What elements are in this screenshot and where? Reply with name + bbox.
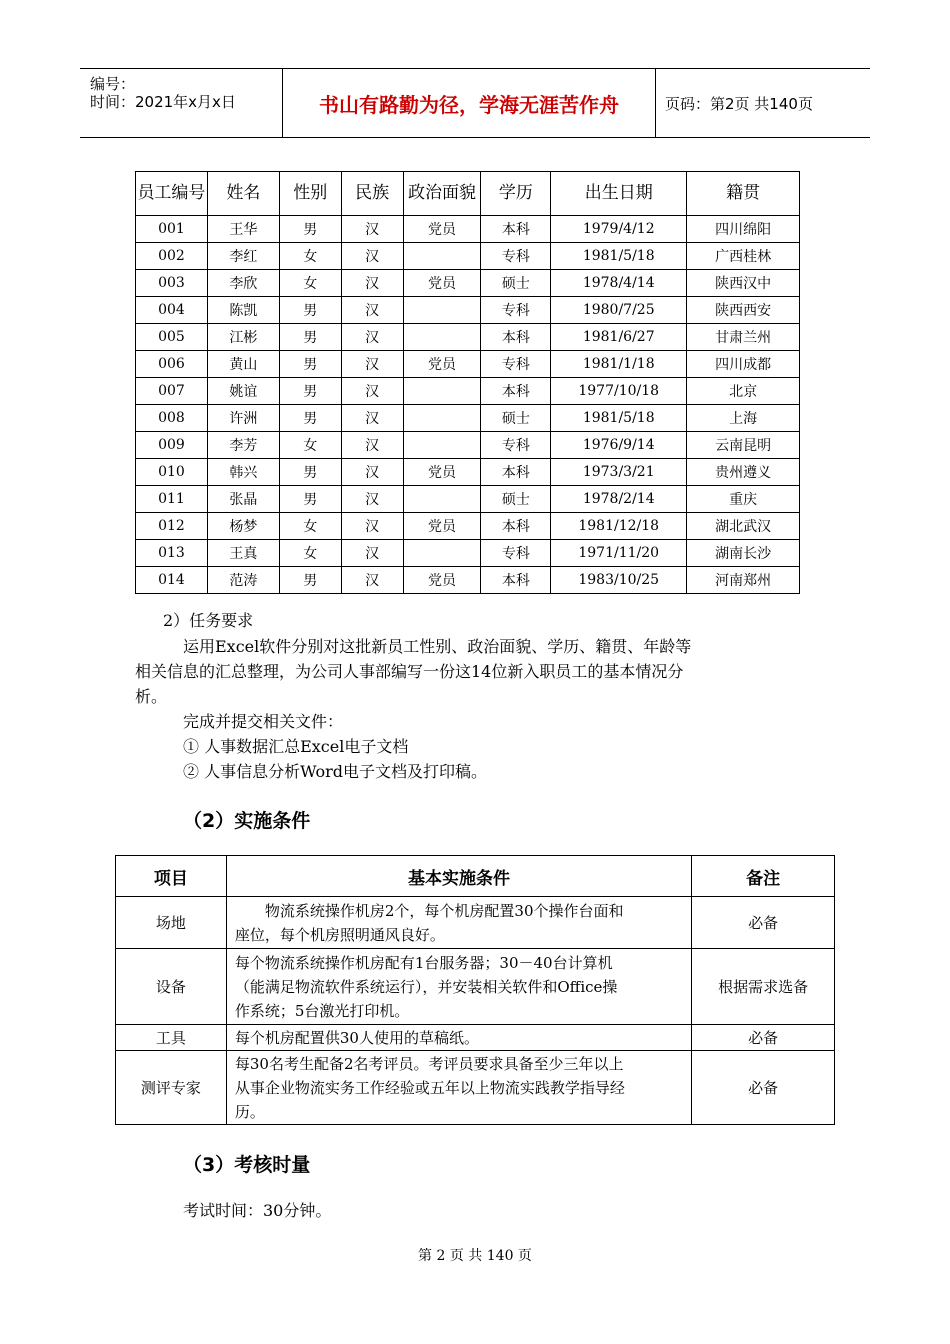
cell-education: 本科	[481, 378, 551, 405]
cell-hometown: 北京	[687, 378, 800, 405]
task-para-line1: 运用Excel软件分别对这批新员工性别、政治面貌、学历、籍贯、年龄等	[183, 637, 692, 656]
condition-item: 场地	[116, 897, 227, 949]
cell-education: 硕士	[481, 270, 551, 297]
condition-text: 每30名考生配备2名考评员。考评员要求具备至少三年以上 从事企业物流实务工作经验或五年以上物流实践教学指导经 历。	[226, 1051, 691, 1125]
cell-education: 硕士	[481, 405, 551, 432]
cell-hometown: 广西桂林	[687, 243, 800, 270]
cell-name: 杨梦	[207, 513, 279, 540]
cell-id: 006	[136, 351, 208, 378]
date-label: 时间：2021年x月x日	[90, 93, 236, 111]
cell-gender: 男	[279, 459, 341, 486]
col-header-name: 姓名	[207, 172, 279, 216]
cell-id: 012	[136, 513, 208, 540]
cell-political: 党员	[403, 270, 481, 297]
cell-name: 李芳	[207, 432, 279, 459]
cell-political	[403, 540, 481, 567]
cell-birthdate: 1981/5/18	[551, 243, 687, 270]
cell-hometown: 四川绵阳	[687, 216, 800, 243]
table-row	[116, 897, 835, 949]
task-submit-text: 完成并提交相关文件：	[183, 712, 344, 731]
cell-ethnicity: 汉	[341, 567, 403, 594]
conditions-table	[115, 855, 835, 1125]
cell-ethnicity: 汉	[341, 540, 403, 567]
cell-hometown: 四川成都	[687, 351, 800, 378]
cell-name: 黄山	[207, 351, 279, 378]
cell-ethnicity: 汉	[341, 486, 403, 513]
col-header-id: 员工编号	[136, 172, 208, 216]
cell-hometown: 陕西汉中	[687, 270, 800, 297]
cell-name: 范涛	[207, 567, 279, 594]
cell-name: 王华	[207, 216, 279, 243]
cell-political: 党员	[403, 459, 481, 486]
page-footer: 第 2 页 共 140 页	[418, 1248, 532, 1264]
cell-education: 本科	[481, 216, 551, 243]
cell-id: 004	[136, 297, 208, 324]
cell-political: 党员	[403, 216, 481, 243]
cell-birthdate: 1981/1/18	[551, 351, 687, 378]
cell-political: 党员	[403, 351, 481, 378]
cell-political	[403, 486, 481, 513]
cell-name: 李红	[207, 243, 279, 270]
cell-id: 002	[136, 243, 208, 270]
cell-ethnicity: 汉	[341, 216, 403, 243]
cell-hometown: 重庆	[687, 486, 800, 513]
table-row	[136, 378, 800, 405]
table-row	[136, 216, 800, 243]
col-header-note: 备注	[692, 856, 835, 897]
section-3-title: （3）考核时量	[183, 1154, 311, 1176]
cell-id: 011	[136, 486, 208, 513]
table-row	[136, 270, 800, 297]
cell-gender: 男	[279, 486, 341, 513]
cell-political	[403, 243, 481, 270]
cell-political	[403, 405, 481, 432]
task-item-2: ② 人事信息分析Word电子文档及打印稿。	[183, 762, 487, 781]
condition-note: 根据需求选备	[692, 949, 835, 1025]
cell-hometown: 湖北武汉	[687, 513, 800, 540]
cell-birthdate: 1973/3/21	[551, 459, 687, 486]
cell-ethnicity: 汉	[341, 513, 403, 540]
task-heading: 2）任务要求	[163, 611, 254, 630]
cell-education: 专科	[481, 540, 551, 567]
header-motto: 书山有路勤为径，学海无涯苦作舟	[282, 69, 656, 137]
cell-birthdate: 1980/7/25	[551, 297, 687, 324]
col-header-conditions: 基本实施条件	[226, 856, 691, 897]
cell-name: 姚谊	[207, 378, 279, 405]
cell-gender: 男	[279, 405, 341, 432]
cell-education: 硕士	[481, 486, 551, 513]
cell-id: 003	[136, 270, 208, 297]
header-meta	[80, 69, 282, 137]
cell-education: 专科	[481, 243, 551, 270]
cell-id: 014	[136, 567, 208, 594]
col-header-gender: 性别	[279, 172, 341, 216]
section-2-title: （2）实施条件	[183, 810, 311, 832]
condition-text: 物流系统操作机房2个，每个机房配置30个操作台面和 座位，每个机房照明通风良好。	[226, 897, 691, 949]
cell-political	[403, 297, 481, 324]
table-row	[136, 351, 800, 378]
cell-birthdate: 1979/4/12	[551, 216, 687, 243]
cell-hometown: 上海	[687, 405, 800, 432]
condition-note: 必备	[692, 1025, 835, 1051]
cell-political	[403, 432, 481, 459]
cell-birthdate: 1976/9/14	[551, 432, 687, 459]
cell-education: 本科	[481, 567, 551, 594]
table-row	[136, 324, 800, 351]
task-item-1: ① 人事数据汇总Excel电子文档	[183, 737, 409, 756]
task-para-line2: 相关信息的汇总整理，为公司人事部编写一份这14位新入职员工的基本情况分	[135, 662, 684, 681]
cell-id: 009	[136, 432, 208, 459]
cell-name: 陈凯	[207, 297, 279, 324]
task-para-line3: 析。	[135, 687, 168, 706]
number-label: 编号：	[90, 75, 136, 93]
cell-name: 李欣	[207, 270, 279, 297]
cell-gender: 男	[279, 567, 341, 594]
table-row	[136, 297, 800, 324]
table-row	[136, 459, 800, 486]
table-row	[116, 1025, 835, 1051]
cell-id: 013	[136, 540, 208, 567]
cell-birthdate: 1978/2/14	[551, 486, 687, 513]
cell-gender: 男	[279, 324, 341, 351]
exam-time-text: 考试时间：30分钟。	[183, 1201, 332, 1220]
cell-political	[403, 378, 481, 405]
cell-id: 010	[136, 459, 208, 486]
table-row	[136, 540, 800, 567]
cell-birthdate: 1981/5/18	[551, 405, 687, 432]
table-row	[136, 567, 800, 594]
col-header-hometown: 籍贯	[687, 172, 800, 216]
employee-table	[135, 171, 800, 594]
cell-education: 专科	[481, 351, 551, 378]
cell-hometown: 陕西西安	[687, 297, 800, 324]
cell-ethnicity: 汉	[341, 378, 403, 405]
condition-note: 必备	[692, 1051, 835, 1125]
table-row	[116, 1051, 835, 1125]
col-header-political: 政治面貌	[403, 172, 481, 216]
cell-ethnicity: 汉	[341, 459, 403, 486]
cell-name: 江彬	[207, 324, 279, 351]
col-header-ethnicity: 民族	[341, 172, 403, 216]
cell-gender: 男	[279, 216, 341, 243]
col-header-birthdate: 出生日期	[551, 172, 687, 216]
cell-birthdate: 1971/11/20	[551, 540, 687, 567]
cell-gender: 男	[279, 297, 341, 324]
condition-item: 设备	[116, 949, 227, 1025]
cell-hometown: 贵州遵义	[687, 459, 800, 486]
cell-gender: 女	[279, 243, 341, 270]
cell-political	[403, 324, 481, 351]
cell-hometown: 甘肃兰州	[687, 324, 800, 351]
condition-item: 工具	[116, 1025, 227, 1051]
cell-birthdate: 1977/10/18	[551, 378, 687, 405]
cell-gender: 男	[279, 351, 341, 378]
cell-hometown: 河南郑州	[687, 567, 800, 594]
table-row	[116, 949, 835, 1025]
col-header-item: 项目	[116, 856, 227, 897]
cell-gender: 女	[279, 432, 341, 459]
cell-ethnicity: 汉	[341, 297, 403, 324]
cell-gender: 女	[279, 270, 341, 297]
cell-ethnicity: 汉	[341, 432, 403, 459]
condition-text: 每个机房配置供30人使用的草稿纸。	[226, 1025, 691, 1051]
col-header-education: 学历	[481, 172, 551, 216]
cell-birthdate: 1981/6/27	[551, 324, 687, 351]
cell-id: 007	[136, 378, 208, 405]
cell-gender: 女	[279, 540, 341, 567]
cell-gender: 女	[279, 513, 341, 540]
condition-item: 测评专家	[116, 1051, 227, 1125]
cell-education: 专科	[481, 432, 551, 459]
cell-ethnicity: 汉	[341, 270, 403, 297]
cell-gender: 男	[279, 378, 341, 405]
cell-ethnicity: 汉	[341, 405, 403, 432]
cell-education: 本科	[481, 324, 551, 351]
cell-political: 党员	[403, 513, 481, 540]
condition-note: 必备	[692, 897, 835, 949]
cell-education: 专科	[481, 297, 551, 324]
cell-hometown: 云南昆明	[687, 432, 800, 459]
condition-text: 每个物流系统操作机房配有1台服务器；30－40台计算机 （能满足物流软件系统运行），并安装相关软件和Office操 作系统；5台激光打印机。	[226, 949, 691, 1025]
cell-education: 本科	[481, 513, 551, 540]
table-row	[136, 513, 800, 540]
table-row	[136, 405, 800, 432]
cell-birthdate: 1983/10/25	[551, 567, 687, 594]
cell-political: 党员	[403, 567, 481, 594]
table-row	[136, 243, 800, 270]
cell-name: 王真	[207, 540, 279, 567]
table-row	[136, 432, 800, 459]
cell-birthdate: 1981/12/18	[551, 513, 687, 540]
cell-ethnicity: 汉	[341, 324, 403, 351]
conditions-header-row	[116, 856, 835, 897]
cell-name: 韩兴	[207, 459, 279, 486]
cell-id: 008	[136, 405, 208, 432]
page-header	[80, 68, 870, 138]
header-page-info: 页码：第2页 共140页	[665, 94, 813, 113]
cell-id: 005	[136, 324, 208, 351]
cell-ethnicity: 汉	[341, 243, 403, 270]
cell-name: 张晶	[207, 486, 279, 513]
cell-birthdate: 1978/4/14	[551, 270, 687, 297]
cell-hometown: 湖南长沙	[687, 540, 800, 567]
cell-ethnicity: 汉	[341, 351, 403, 378]
employee-table-header-row	[136, 172, 800, 216]
cell-id: 001	[136, 216, 208, 243]
cell-name: 许洲	[207, 405, 279, 432]
table-row	[136, 486, 800, 513]
cell-education: 本科	[481, 459, 551, 486]
